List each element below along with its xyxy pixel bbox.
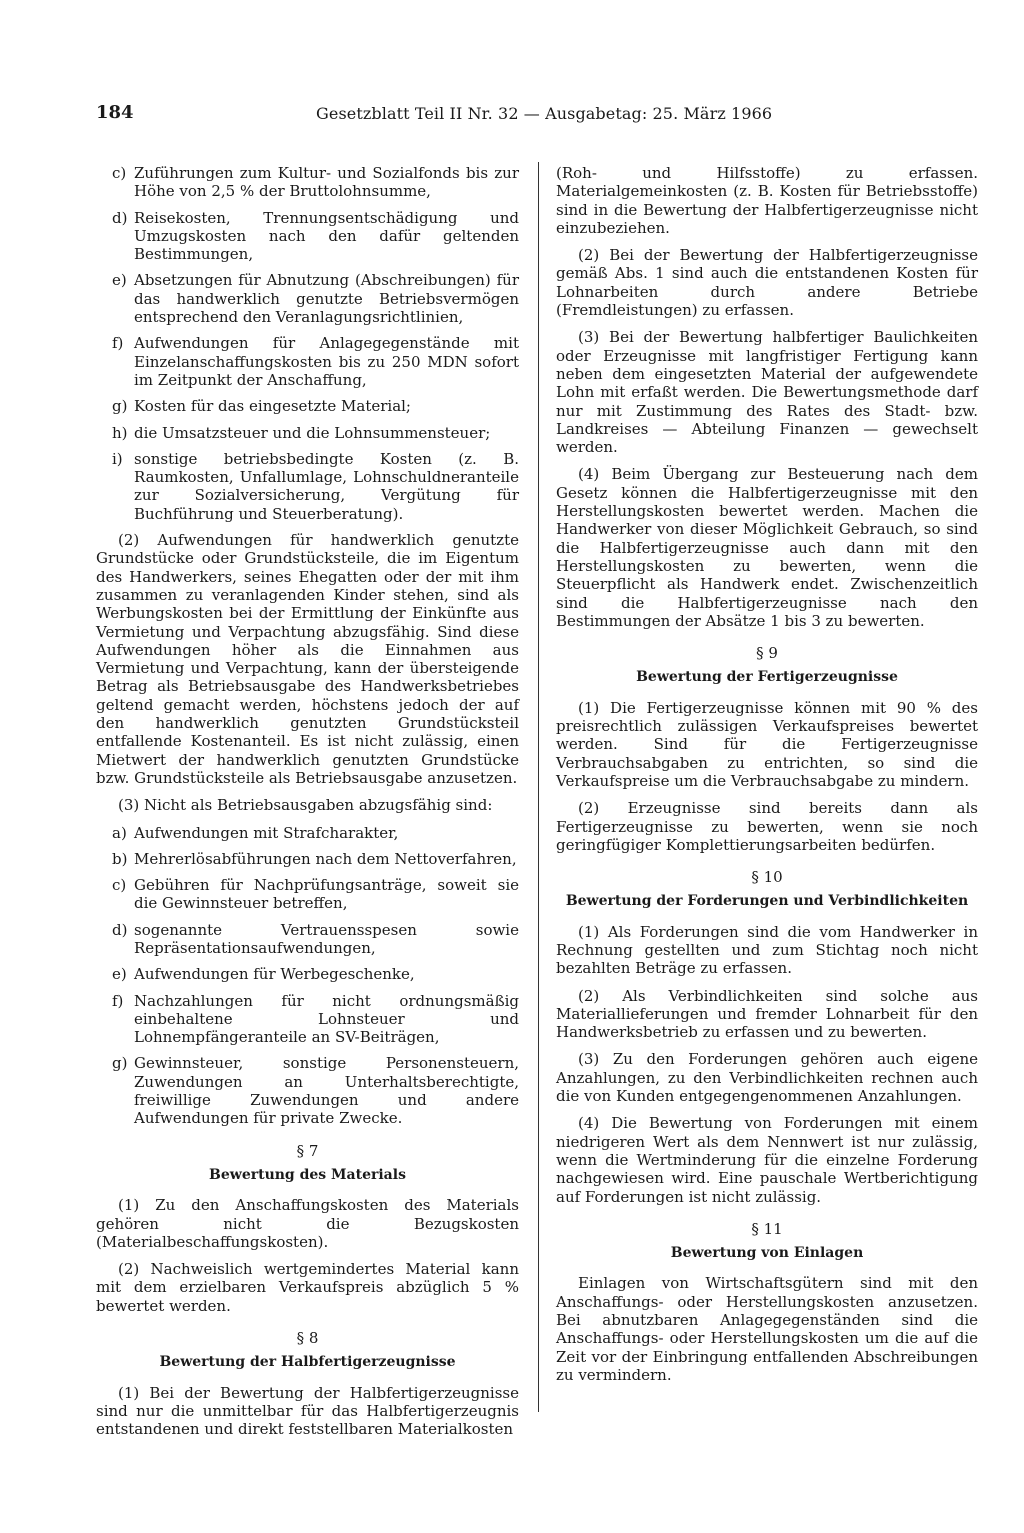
section-title: Bewertung des Materials [209, 1166, 406, 1183]
list-item: i) sonstige betriebsbedingte Kosten (z. B. Raumkosten, Unfallumlage, Lohnschuldneranteile zur Sozialversicherung, Vergütung für Buchführung und Steuerberatung). [112, 449, 519, 523]
header-title: Gesetzblatt Teil II Nr. 32 — Ausgabetag: 25. März 1966 [316, 104, 773, 123]
paragraph: (Roh- und Hilfsstoffe) zu erfassen. Materialgemeinkosten (z. B. Kosten für Betriebsstoffe) sind in die Bewertung der Halbfertigerzeugnisse nicht einzubeziehen. [556, 164, 978, 237]
list-item: a) Aufwendungen mit Strafcharakter, [112, 823, 399, 842]
section-title: Bewertung der Forderungen und Verbindlichkeiten [565, 893, 969, 910]
page-header [0, 100, 1024, 130]
list-item: h) die Umsatzsteuer und die Lohnsummensteuer; [112, 423, 491, 442]
right-column [556, 164, 978, 1393]
paragraph: (4) Beim Übergang zur Besteuerung nach dem Gesetz können die Halbfertigerzeugnisse mit den Herstellungskosten bewertet werden. Machen die Handwerker von dieser Möglichkeit Gebrauch, so sind die Halbfertigerzeugnisse auch dann mit den Herstellungskosten zu bewerten, wenn die Steuerpflicht als Handwerk endet. Zwischenzeitlich sind die Halbfertigerzeugnisse nach den Bestimmungen der Absätze 1 bis 3 zu bewerten. [556, 465, 978, 630]
list-item: b) Mehrerlösabführungen nach dem Nettoverfahren, [112, 849, 517, 868]
section-number: § 11 [751, 1219, 783, 1238]
paragraph: (2) Als Verbindlichkeiten sind solche aus Materiallieferungen und fremder Lohnarbeit für den Handwerksbetrieb zu erfassen und zu bewerten. [556, 986, 978, 1042]
paragraph: (1) Bei der Bewertung der Halbfertigerzeugnisse sind nur die unmittelbar für das Halbfertigerzeugnis entstandenen und direkt feststellbaren Materialkosten [96, 1383, 519, 1439]
paragraph: (3) Bei der Bewertung halbfertiger Baulichkeiten oder Erzeugnisse mit langfristiger Fertigung kann neben dem eingesetzten Material der aufgewendete Lohn mit erfaßt werden. Die Bewertungsmethode darf nur mit Zustimmung des Rates des Stadt- bzw. Landkreises — Abteilung Finanzen — gewechselt werden. [556, 328, 978, 457]
list-item: g) Kosten für das eingesetzte Material; [112, 397, 411, 416]
section-number: § 9 [756, 644, 778, 663]
section-title: Bewertung der Fertigerzeugnisse [636, 669, 898, 686]
paragraph: (3) Nicht als Betriebsausgaben abzugsfähig sind: [118, 796, 493, 815]
section-number: § 8 [296, 1329, 319, 1348]
list-item: e) Aufwendungen für Werbegeschenke, [112, 965, 415, 984]
section-title: Bewertung der Halbfertigerzeugnisse [159, 1354, 456, 1371]
list-item: d) Reisekosten, Trennungsentschädigung und Umzugskosten nach den dafür geltenden Bestimmungen, [112, 208, 519, 264]
list-item: d) sogenannte Vertrauensspesen sowie Repräsentationsaufwendungen, [112, 920, 519, 957]
paragraph: (1) Die Fertigerzeugnisse können mit 90 % des preisrechtlich zulässigen Verkaufspreises bewertet werden. Sind für die Fertigerzeugnisse Verbrauchsabgaben zu entrichten, so sind die Verkaufspreise um die Verbrauchsabgabe zu mindern. [556, 698, 978, 790]
paragraph: (2) Aufwendungen für handwerklich genutzte Grundstücke oder Grundstücksteile, die im Eigentum des Handwerkers, seines Ehegatten oder der mit ihm zusammen zu veranlagenden Kinder stehen, sind als Werbungskosten bei der Ermittlung der Einkünfte aus Vermietung und Verpachtung abzugsfähig. Sind diese Aufwendungen höher als die Einnahmen aus Vermietung und Verpachtung, kann der übersteigende Betrag als Betriebsausgabe des Handwerksbetriebes geltend gemacht werden, höchstens jedoch der auf den handwerklich genutzten Grundstücksteil entfallende Kostenanteil. Es ist nicht zulässig, einen Mietwert der handwerklich genutzten Grundstücke bzw. Grundstücksteile als Betriebsausgabe anzusetzen. [96, 531, 519, 787]
list-item: c) Gebühren für Nachprüfungsanträge, soweit sie die Gewinnsteuer betreffen, [112, 876, 519, 913]
left-column [96, 164, 519, 1448]
list-item: c) Zuführungen zum Kultur- und Sozialfonds bis zur Höhe von 2,5 % der Bruttolohnsumme, [112, 164, 519, 201]
list-item: g) Gewinnsteuer, sonstige Personensteuern, Zuwendungen an Unterhaltsberechtigte, freiwillige Zuwendungen und andere Aufwendungen für private Zwecke. [112, 1054, 519, 1128]
list-item: f) Nachzahlungen für nicht ordnungsmäßig einbehaltene Lohnsteuer und Lohnempfängeranteile an SV-Beiträgen, [112, 991, 519, 1047]
paragraph: (2) Nachweislich wertgemindertes Material kann mit dem erzielbaren Verkaufspreis abzüglich 5 % bewertet werden. [96, 1260, 519, 1315]
section-number: § 10 [751, 868, 783, 887]
paragraph: Einlagen von Wirtschaftsgütern sind mit den Anschaffungs- oder Herstellungskosten anzusetzen. Bei abnutzbaren Anlagegegenständen sind die Anschaffungs- oder Herstellungskosten um die auf die Zeit vor der Einbringung entfallenden Abschreibungen zu vermindern. [556, 1274, 978, 1384]
paragraph: (2) Bei der Bewertung der Halbfertigerzeugnisse gemäß Abs. 1 sind auch die entstandenen Kosten für Lohnarbeiten durch andere Betriebe (Fremdleistungen) zu erfassen. [556, 246, 978, 320]
paragraph: (1) Zu den Anschaffungskosten des Materials gehören nicht die Bezugskosten (Materialbeschaffungskosten). [96, 1196, 519, 1251]
paragraph: (4) Die Bewertung von Forderungen mit einem niedrigeren Wert als dem Nennwert ist nur zulässig, wenn die Wertminderung für die einzelne Forderung nachgewiesen wird. Eine pauschale Wertberichtigung auf Forderungen ist nicht zulässig. [556, 1114, 978, 1206]
list-item: e) Absetzungen für Abnutzung (Abschreibungen) für das handwerklich genutzte Betriebsvermögen entsprechend den Veranlagungsrichtlinien, [112, 271, 519, 327]
paragraph: (1) Als Forderungen sind die vom Handwerker in Rechnung gestellten und zum Stichtag noch nicht bezahlten Beträge zu erfassen. [556, 922, 978, 978]
section-number: § 7 [296, 1141, 319, 1160]
section-title: Bewertung von Einlagen [670, 1245, 864, 1262]
list-item: f) Aufwendungen für Anlagegegenstände mit Einzelanschaffungskosten bis zu 250 MDN sofort im Zeitpunkt der Anschaffung, [112, 334, 519, 389]
paragraph: (3) Zu den Forderungen gehören auch eigene Anzahlungen, zu den Verbindlichkeiten rechnen auch die von Kunden entgegengenommenen Anzahlungen. [556, 1050, 978, 1106]
page-number: 184 [96, 102, 134, 123]
column-divider [538, 162, 539, 1412]
paragraph: (2) Erzeugnisse sind bereits dann als Fertigerzeugnisse zu bewerten, wenn sie noch geringfügiger Komplettierungsarbeiten bedürfen. [556, 799, 978, 854]
